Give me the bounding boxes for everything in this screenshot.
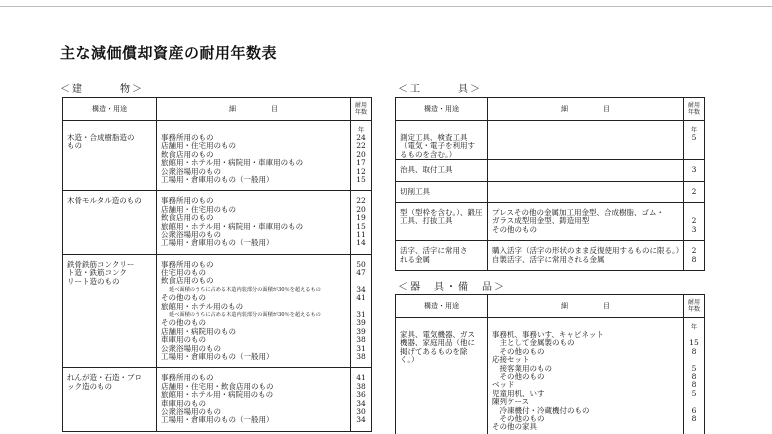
years-cell: [351, 121, 372, 191]
years-cell: [684, 318, 705, 434]
years-value: 3: [691, 165, 697, 175]
years-value: 41: [356, 293, 366, 303]
years-cell: [351, 254, 372, 368]
structure-line: 木造・合成樹脂造の: [67, 133, 135, 142]
years-value: 38: [356, 335, 366, 345]
detail-line: 公衆浴場用のもの: [161, 406, 221, 416]
years-value: 24: [356, 133, 366, 142]
structure-line: もの: [67, 141, 82, 151]
detail-line: ベッド: [492, 380, 515, 390]
structure-line: リート造のもの: [67, 276, 120, 286]
years-value: 8: [691, 346, 697, 356]
years-value: 8: [691, 371, 697, 381]
structure-line: （電気・電子を利用す: [400, 141, 475, 151]
detail-line: 旅館用・ホテル用・病院用・車庫用のもの: [161, 158, 304, 168]
header-years: [684, 98, 705, 121]
structure-line: れんが造・石造・ブロ: [67, 373, 142, 383]
detail-line: 事務所用のもの: [161, 373, 214, 383]
table-row: [396, 203, 705, 241]
detail-line: 旅館用・ホテル用のもの: [161, 301, 244, 311]
structure-line: 機器、家庭用品（他に: [400, 338, 475, 348]
years-value: 17: [356, 158, 366, 168]
table-row: [396, 241, 705, 271]
years-cell: [684, 203, 705, 241]
detail-line: 店舗用・住宅用のもの: [161, 141, 236, 151]
table-row: [63, 121, 372, 191]
detail-line: 旅館用・ホテル用・病院用のもの: [161, 390, 274, 400]
detail-line: 冷凍機付・冷蔵機付のもの: [492, 405, 590, 415]
header-years-line-1: 耐用: [354, 102, 367, 109]
years-cell: [684, 181, 705, 202]
detail-line: 公衆浴場用のもの: [161, 229, 221, 239]
structure-cell: [396, 318, 488, 434]
detail-line: [492, 188, 683, 196]
header-detail: 細 目: [488, 295, 684, 318]
detail-line: 事務所用のもの: [161, 259, 214, 269]
detail-line: 接客業用のもの: [492, 363, 552, 373]
years-value: 38: [356, 381, 366, 391]
years-value: [684, 423, 704, 431]
detail-cell: [157, 121, 351, 191]
years-cell: [351, 368, 372, 431]
detail-cell: [488, 121, 684, 160]
years-value: 3: [691, 224, 697, 234]
structure-line: ック造のもの: [67, 381, 112, 391]
structure-cell: [396, 241, 488, 271]
detail-cell: [488, 160, 684, 181]
years-value: 39: [356, 326, 366, 336]
detail-cell: [488, 318, 684, 434]
years-value: 47: [356, 268, 366, 278]
detail-line: 延べ面積のうちに占める木造内装部分の面積が30％を超えるもの: [169, 286, 321, 293]
years-value: 11: [356, 229, 366, 239]
detail-line: 公衆浴場用のもの: [161, 166, 221, 176]
year-unit: 年: [690, 324, 697, 331]
table-row: [63, 254, 372, 368]
structure-line: 木骨モルタル造のもの: [67, 196, 142, 206]
structure-cell: [63, 191, 157, 254]
years-value: 36: [356, 390, 366, 400]
year-unit: 年: [357, 127, 364, 134]
header-years-line-2: 年数: [687, 109, 700, 116]
detail-line: 工場用・倉庫用のもの（一般用）: [161, 174, 274, 184]
detail-cell: [157, 191, 351, 254]
header-structure: 構造・用途: [63, 98, 157, 121]
years-value: 2: [691, 216, 697, 226]
table-row: [396, 121, 705, 160]
detail-line: 店舗用・住宅用のもの: [161, 204, 236, 214]
structure-line: ト造・鉄筋コンク: [67, 268, 127, 278]
years-cell: [684, 160, 705, 181]
structure-line: れる金属: [400, 254, 430, 264]
tools-table: [395, 97, 705, 271]
tools-body: [396, 121, 705, 271]
structure-line: 型（型枠を含む。）、鍛圧: [400, 208, 483, 217]
years-value: 5: [691, 133, 697, 142]
years-value: 5: [691, 388, 697, 398]
years-value: 8: [691, 380, 697, 390]
buildings-table: [62, 97, 372, 432]
detail-cell: [488, 181, 684, 202]
structure-cell: [396, 160, 488, 181]
structure-line: 活字、活字に常用さ: [400, 246, 468, 256]
structure-cell: [63, 121, 157, 191]
years-value: 15: [356, 221, 366, 231]
structure-line: く。）: [400, 355, 419, 365]
years-value: 5: [691, 363, 697, 373]
header-years-line-2: 年数: [687, 306, 700, 313]
detail-line: 応接セット: [492, 355, 530, 365]
buildings-body: [63, 121, 372, 432]
detail-line: 車庫用のもの: [161, 335, 206, 345]
structure-line: るものを含む。）: [400, 149, 457, 159]
detail-line: 事務所用のもの: [161, 196, 214, 206]
detail-line: 工場用・倉庫用のもの（一般用）: [161, 351, 274, 361]
years-value: 12: [356, 166, 366, 176]
detail-line: その他のもの: [492, 224, 537, 234]
years-value: 20: [356, 204, 366, 214]
detail-line: その他の家具: [492, 422, 537, 432]
detail-line: 工場用・倉庫用のもの（一般用）: [161, 238, 274, 248]
years-value: 2: [691, 186, 697, 196]
detail-line: 旅館用・ホテル用・病院用・車庫用のもの: [161, 221, 304, 231]
header-structure: 構造・用途: [396, 295, 488, 318]
structure-line: 鉄骨鉄筋コンクリー: [67, 259, 135, 269]
structure-cell: [396, 121, 488, 160]
header-years-line-2: 年数: [354, 109, 367, 116]
years-value: 41: [356, 373, 366, 383]
section-heading-equipment: ＜器 具・備 品＞: [398, 282, 506, 293]
page-title: 主な減価償却資産の耐用年数表: [60, 44, 278, 62]
detail-line: 公衆浴場用のもの: [161, 343, 221, 353]
years-cell: [351, 191, 372, 254]
detail-line: 児童用机、いす: [492, 388, 545, 398]
detail-line: 車庫用のもの: [161, 398, 206, 408]
structure-cell: [396, 203, 488, 241]
years-value: 22: [356, 196, 366, 206]
years-value: 14: [356, 238, 366, 248]
years-value: 34: [356, 398, 366, 408]
detail-line: [492, 166, 683, 174]
years-value: 22: [356, 141, 366, 151]
detail-line: 店舗用・住宅用・飲食店用のもの: [161, 381, 274, 391]
detail-line: 飲食店用のもの: [161, 213, 214, 223]
years-value: 2: [691, 246, 697, 256]
structure-line: 工具、打抜工具: [400, 216, 453, 226]
detail-line: 飲食店用のもの: [161, 149, 214, 159]
structure-line: 測定工具、検査工具: [400, 133, 468, 142]
years-value: 38: [356, 351, 366, 361]
years-value: 39: [356, 318, 366, 328]
detail-line: その他のもの: [161, 318, 206, 328]
section-heading-tools: ＜工 具＞: [398, 84, 482, 95]
years-value: 50: [356, 259, 366, 269]
years-value: 8: [691, 413, 697, 423]
table-row: [63, 191, 372, 254]
header-years: [351, 98, 372, 121]
detail-line: その他のもの: [492, 413, 545, 423]
header-years-line-1: 耐用: [687, 299, 700, 306]
detail-line: 工場用・倉庫用のもの（一般用）: [161, 415, 274, 425]
detail-line: 購入活字（活字の形状のまま反復使用するものに限る。）: [492, 246, 684, 256]
structure-line: 治具、取付工具: [400, 165, 453, 175]
header-detail: 細 目: [488, 98, 684, 121]
detail-line: プレスその他の金属加工用金型、合成樹脂、ゴム・: [492, 208, 664, 217]
detail-cell: [157, 254, 351, 368]
years-value: 15: [356, 174, 366, 184]
detail-cell: [157, 368, 351, 431]
header-years-line-1: 耐用: [687, 102, 700, 109]
table-row: [396, 160, 705, 181]
years-value: 34: [356, 284, 366, 294]
structure-line: 切削工具: [400, 186, 430, 196]
header-years: [684, 295, 705, 318]
structure-cell: [63, 368, 157, 431]
table-row: [396, 181, 705, 202]
years-value: 6: [691, 405, 697, 415]
structure-cell: [63, 254, 157, 368]
detail-line: 飲食店用のもの: [161, 276, 214, 286]
year-unit: 年: [690, 127, 697, 134]
years-value: 34: [356, 415, 366, 425]
equipment-table: [395, 294, 705, 434]
years-value: 31: [356, 310, 366, 320]
detail-line: 延べ面積のうちに占める木造内装部分の面積が30％を超えるもの: [169, 312, 321, 319]
detail-line: 自製活字、活字に常用される金属: [492, 254, 605, 264]
detail-cell: [488, 241, 684, 271]
detail-line: その他のもの: [492, 346, 545, 356]
years-cell: [684, 241, 705, 271]
structure-cell: [396, 181, 488, 202]
detail-line: 住宅用のもの: [161, 268, 206, 278]
detail-line: その他のもの: [161, 293, 206, 303]
detail-line: 事務所用のもの: [161, 133, 214, 142]
detail-cell: [488, 203, 684, 241]
section-heading-buildings: ＜建 物＞: [60, 84, 144, 95]
detail-spacer: [492, 127, 683, 134]
table-row: [396, 318, 705, 434]
structure-line: 掲げてあるものを除: [400, 346, 468, 356]
years-value: 20: [356, 149, 366, 159]
years-value: 19: [356, 213, 366, 223]
years-cell: [684, 121, 705, 160]
detail-line: ガラス成型用金型、鋳造用型: [492, 216, 590, 226]
detail-line: その他のもの: [492, 371, 545, 381]
header-detail: 細 目: [157, 98, 351, 121]
equipment-body: [396, 318, 705, 434]
years-value: 31: [356, 343, 366, 353]
detail-line: [492, 134, 683, 142]
detail-line: 主として金属製のもの: [492, 338, 575, 348]
table-row: [63, 368, 372, 431]
header-structure: 構造・用途: [396, 98, 488, 121]
detail-line: 事務机、事務いす、キャビネット: [492, 330, 604, 339]
years-value: 30: [356, 406, 366, 416]
structure-line: 家具、電気機器、ガス: [400, 330, 475, 339]
detail-line: 陳列ケース: [492, 397, 530, 407]
years-value: 8: [691, 254, 697, 264]
years-value: 15: [689, 338, 699, 348]
detail-line: 店舗用・病院用のもの: [161, 326, 236, 336]
